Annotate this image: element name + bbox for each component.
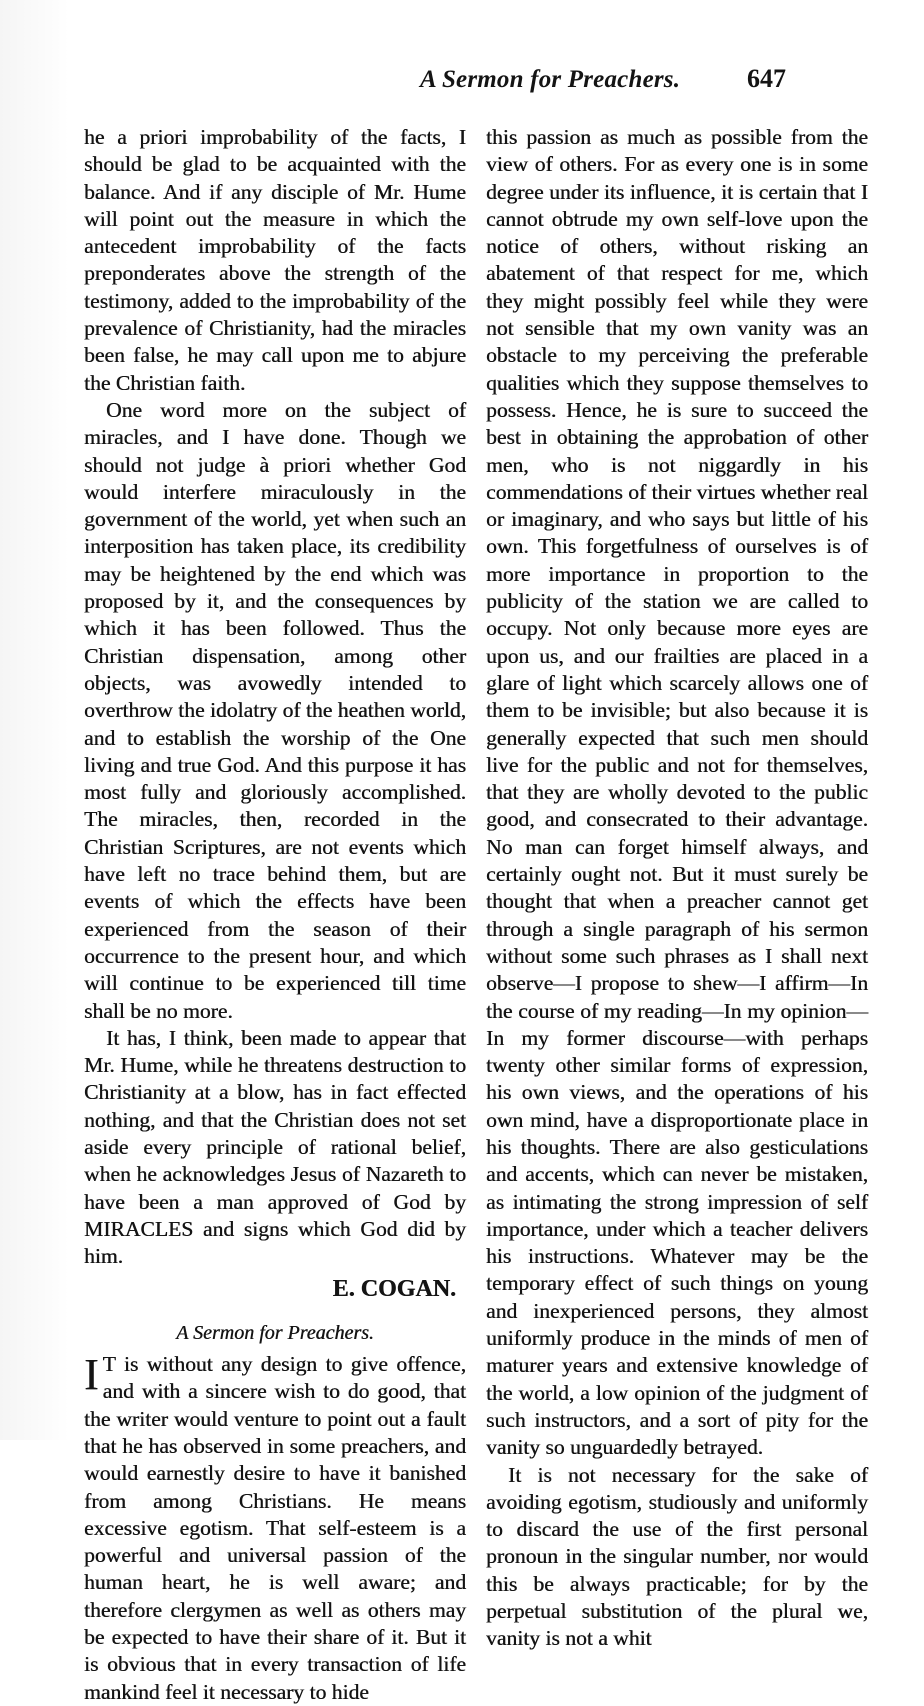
- running-title: A Sermon for Preachers.: [420, 66, 681, 93]
- running-header: [0, 62, 924, 98]
- author-signature: E. COGAN.: [332, 1276, 456, 1303]
- paragraph: It is not necessary for the sake of avoiding egotism, studiously and uniformly to discard the use of the first personal pronoun in the singular number, nor would this be always practicable; for by the perpetual substitution of the plural we, vanity is not a whit: [486, 1462, 868, 1651]
- paragraph: [84, 1351, 466, 1706]
- page-number: 647: [747, 64, 786, 93]
- paragraph: this passion as much as possible from the view of others. For as every one is in some degree under its influence, it is certain that I cannot obtrude my own self-love upon the notice of others, without risking an abatement of that respect for me, which they might possibly feel while they were not sensible that my own vanity was an obstacle to my perceiving the preferable qualities which they suppose themselves to possess. Hence, he is sure to succeed the best in obtaining the approbation of other men, who is not niggardly in his commendations of their virtues whether real or imaginary, and who says but little of his own. This forgetfulness of ourselves is of more importance in proportion to the publicity of the station we are called to occupy. Not only because more eyes are upon us, and our frailties are placed in a glare of light which scarcely allows one of them to be invisible; but also because it is generally expected that such men should live for the public and not for themselves, that they are wholly devoted to the public good, and consecrated to their advantage. No man can forget himself always, and certainly ought not. But it must surely be thought that when a preacher cannot get through a single paragraph of his sermon without some such phrases as I shall next observe—I propose to shew—I affirm—In the course of my reading—In my opinion—In my former discourse—with perhaps twenty other similar forms of expression, his own views, and the operations of his own mind, have a disproportionate place in his thoughts. There are also gesticulations and accents, which can never be mistaken, as intimating the strong impression of self importance, under which a teacher delivers his instructions. Whatever may be the temporary effect of such things on young and inexperienced persons, they almost uniformly produce in the minds of men of maturer years and extensive knowledge of the world, a low opinion of the judgment of such instructors, and a sort of pity for the vanity so unguardedly betrayed.: [486, 125, 868, 1460]
- paragraph: One word more on the subject of miracles, and I have done. Though we should not judge à priori whether God would interfere miraculously in the government of the world, yet when such an interposition has taken place, its credibility may be heightened by the end which was proposed by it, and the consequences by which it has been followed. Thus the Christian dispensation, among other objects, was avowedly intended to overthrow the idolatry of the heathen world, and to establish the worship of the One living and true God. And this purpose it has most fully and gloriously accomplished. The miracles, then, recorded in the Christian Scriptures, are not events which have left no trace behind them, but are events of which the effects have been experienced from the season of their occurrence to the present hour, and which will continue to be experienced till time shall be no more.: [84, 397, 466, 1023]
- drop-cap: I: [84, 1350, 99, 1400]
- right-column: [486, 124, 868, 1653]
- paragraph: It has, I think, been made to appear that Mr. Hume, while he threatens destruction to Christianity at a blow, has in fact effected nothing, and that the Christian does not set aside every principle of rational belief, when he acknowledges Jesus of Nazareth to have been a man approved of God by MIRACLES and signs which God did by him.: [84, 1025, 466, 1269]
- page-edge-shadow: [0, 0, 70, 1440]
- left-column: [84, 124, 466, 1706]
- paragraph: he a priori improbability of the facts, I should be glad to be acquainted with the balance. And if any disciple of Mr. Hume will point out the measure in which the antecedent improbability of the facts preponderates above the strength of the testimony, added to the improbability of the prevalence of Christianity, had the miracles been false, he may call upon me to abjure the Christian faith.: [84, 125, 466, 395]
- section-title: A Sermon for Preachers.: [176, 1321, 374, 1344]
- paragraph-text: T is without any design to give offence, and with a sincere wish to do good, that the writer would venture to point out a fault that he has observed in some preachers, and would earnestly desire to have it banished from among Christians. He means excessive egotism. That self-esteem is a powerful and universal passion of the human heart, he is well aware; and therefore clergymen as well as others may be expected to have their share of it. But it is obvious that in every transaction of life mankind feel it necessary to hide: [84, 1352, 466, 1704]
